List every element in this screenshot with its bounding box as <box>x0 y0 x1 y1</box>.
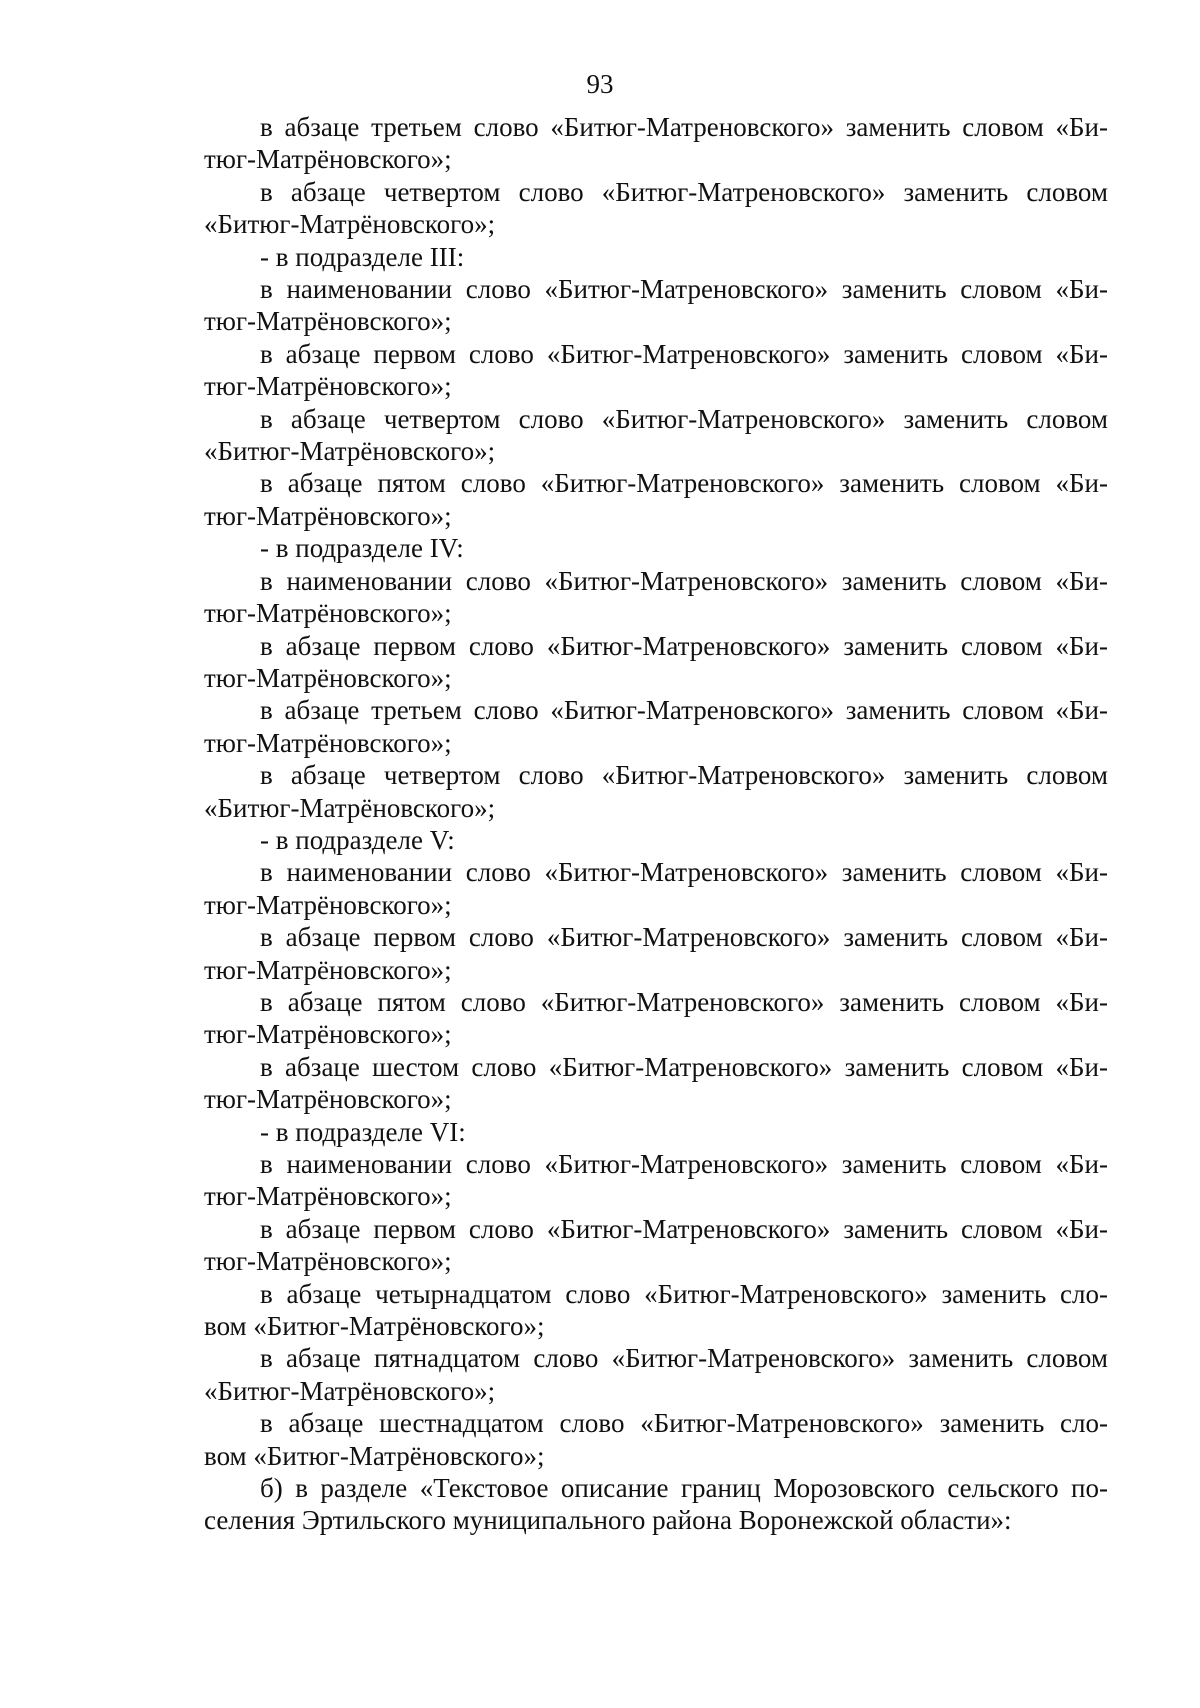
paragraph <box>204 565 1108 630</box>
paragraph-line: тюг-Матрёновского»; <box>204 306 452 337</box>
paragraph <box>204 111 1108 176</box>
paragraph-line: «Битюг-Матрёновского»; <box>204 792 496 823</box>
paragraph-line: в абзаце четвертом слово «Битюг-Матреновского» заменить словом <box>260 176 1108 207</box>
paragraph-line: в абзаце первом слово «Битюг-Матреновского» заменить словом «Би- <box>260 630 1108 661</box>
paragraph <box>204 338 1108 403</box>
paragraph <box>204 403 1108 468</box>
paragraph-line: в наименовании слово «Битюг-Матреновского» заменить словом «Би- <box>260 274 1108 305</box>
paragraph <box>204 759 1108 824</box>
paragraph <box>204 856 1108 921</box>
paragraph-line: в абзаце третьем слово «Битюг-Матреновского» заменить словом «Би- <box>260 695 1108 726</box>
paragraph-line: в абзаце четвертом слово «Битюг-Матреновского» заменить словом <box>260 403 1108 434</box>
paragraph-line: в абзаце пятом слово «Битюг-Матреновского» заменить словом «Би- <box>260 468 1108 499</box>
paragraph-line: - в подразделе VI: <box>260 1116 466 1147</box>
paragraph-line: в абзаце пятом слово «Битюг-Матреновского» заменить словом «Би- <box>260 986 1108 1017</box>
paragraph-line: в наименовании слово «Битюг-Матреновского» заменить словом «Би- <box>260 857 1108 888</box>
paragraph-line: тюг-Матрёновского»; <box>204 1181 452 1212</box>
paragraph-line: «Битюг-Матрёновского»; <box>204 1375 496 1406</box>
paragraph-line: в наименовании слово «Битюг-Матреновского» заменить словом «Би- <box>260 565 1108 596</box>
paragraph <box>204 1148 1108 1213</box>
paragraph <box>204 630 1108 695</box>
paragraph-line: в абзаце третьем слово «Битюг-Матреновского» заменить словом «Би- <box>260 112 1108 142</box>
paragraph <box>204 1342 1108 1407</box>
paragraph-line: - в подразделе IV: <box>260 533 464 564</box>
paragraph-line: тюг-Матрёновского»; <box>204 598 452 629</box>
paragraph-line: в абзаце первом слово «Битюг-Матреновского» заменить словом «Би- <box>260 922 1108 953</box>
paragraph-line: селения Эртильского муниципального района Воронежской области»: <box>204 1505 1012 1536</box>
paragraph <box>204 273 1108 338</box>
paragraph-line: тюг-Матрёновского»; <box>204 371 452 402</box>
paragraph <box>204 1407 1108 1472</box>
paragraph-line: вом «Битюг-Матрёновского»; <box>204 1440 545 1471</box>
paragraph-line: тюг-Матрёновского»; <box>204 1084 452 1115</box>
paragraph-line: в абзаце шестнадцатом слово «Битюг-Матреновского» заменить сло- <box>260 1408 1108 1439</box>
paragraph <box>204 824 1108 856</box>
paragraph-line: тюг-Матрёновского»; <box>204 662 452 693</box>
paragraph-line: тюг-Матрёновского»; <box>204 1246 452 1277</box>
paragraph <box>204 1051 1108 1116</box>
paragraph-line: в абзаце первом слово «Битюг-Матреновского» заменить словом «Би- <box>260 1213 1108 1244</box>
paragraph-line: в абзаце первом слово «Битюг-Матреновского» заменить словом «Би- <box>260 338 1108 369</box>
paragraph-line: тюг-Матрёновского»; <box>204 889 452 920</box>
paragraph-line: в абзаце четвертом слово «Битюг-Матреновского» заменить словом <box>260 760 1108 791</box>
paragraph <box>204 1278 1108 1343</box>
paragraph <box>204 986 1108 1051</box>
paragraph-line: в наименовании слово «Битюг-Матреновского» заменить словом «Би- <box>260 1149 1108 1179</box>
paragraph <box>204 467 1108 532</box>
paragraph-line: тюг-Матрёновского»; <box>204 954 452 985</box>
paragraph-line: тюг-Матрёновского»; <box>204 727 452 758</box>
paragraph <box>204 694 1108 759</box>
paragraph <box>204 241 1108 273</box>
paragraph-line: вом «Битюг-Матрёновского»; <box>204 1311 545 1342</box>
paragraph-line: «Битюг-Матрёновского»; <box>204 436 496 467</box>
paragraph <box>204 176 1108 241</box>
paragraph-line: - в подразделе V: <box>260 824 455 855</box>
paragraph <box>204 921 1108 986</box>
paragraph-line: - в подразделе III: <box>260 241 465 272</box>
page-number: 93 <box>586 69 614 99</box>
paragraph-line: тюг-Матрёновского»; <box>204 144 452 175</box>
paragraph <box>204 1472 1108 1537</box>
paragraph-line: в абзаце пятнадцатом слово «Битюг-Матреновского» заменить словом <box>260 1343 1108 1374</box>
paragraph-line: «Битюг-Матрёновского»; <box>204 209 496 240</box>
paragraph <box>204 1116 1108 1148</box>
paragraph <box>204 532 1108 564</box>
paragraph-line: тюг-Матрёновского»; <box>204 500 452 531</box>
document-body <box>204 111 1108 1537</box>
paragraph <box>204 1213 1108 1278</box>
paragraph-line: в абзаце четырнадцатом слово «Битюг-Матреновского» заменить сло- <box>260 1278 1108 1309</box>
paragraph-line: б) в разделе «Текстовое описание границ Морозовского сельского по- <box>260 1473 1108 1504</box>
paragraph-line: в абзаце шестом слово «Битюг-Матреновского» заменить словом «Би- <box>260 1051 1108 1082</box>
paragraph-line: тюг-Матрёновского»; <box>204 1019 452 1050</box>
